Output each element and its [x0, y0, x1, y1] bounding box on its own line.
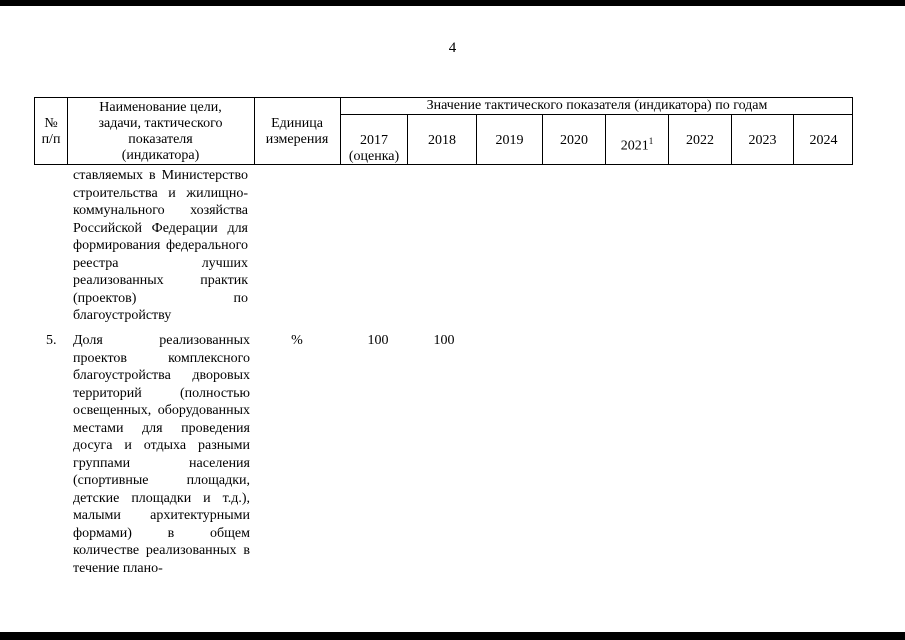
row-5-value-2017: 100: [367, 333, 389, 348]
bottom-border-bar: [0, 632, 905, 640]
header-unit: Единица измерения: [265, 116, 329, 147]
page-number: 4: [448, 40, 457, 56]
header-name: Наименование цели, задачи, тактического показателя (индикатора): [98, 100, 223, 163]
header-values-group: Значение тактического показателя (индикатора) по годам: [426, 98, 768, 113]
header-year-2024: 2024: [809, 133, 838, 148]
row-5-name: Доля реализованных проектов комплексного благоустройства дворовых территорий (полностью освещенных, оборудованных местами для проведения досуга и отдыха разными группами населения (спортивные площадки, детские площадки и т.д.), малыми архитектурными формами) в общем количестве реализованных в течение плано-: [73, 333, 250, 576]
header-year-2019: 2019: [495, 133, 524, 148]
continuation-text: ставляемых в Министерство строительства и жилищно-коммунального хозяйства Российской Федерации для формирования федерального реестра лучших реализованных практик (проектов) по благоустройству: [73, 168, 248, 323]
col-divider: [254, 98, 255, 164]
header-year-2017: 2017 (оценка): [348, 133, 400, 164]
row-5-num: 5.: [46, 333, 57, 348]
header-num: № п/п: [41, 116, 61, 147]
header-year-2022: 2022: [686, 133, 714, 148]
header-year-2018: 2018: [428, 133, 456, 148]
group-divider: [340, 114, 852, 115]
table-header: [34, 97, 853, 165]
row-5-value-2018: 100: [433, 333, 455, 348]
col-divider: [67, 98, 68, 164]
header-year-2021: 2021$^1$: [620, 136, 654, 154]
header-year-2023: 2023: [748, 133, 777, 148]
top-border-bar: [0, 0, 905, 6]
header-year-2020: 2020: [560, 133, 588, 148]
row-5-unit: %: [291, 333, 303, 348]
